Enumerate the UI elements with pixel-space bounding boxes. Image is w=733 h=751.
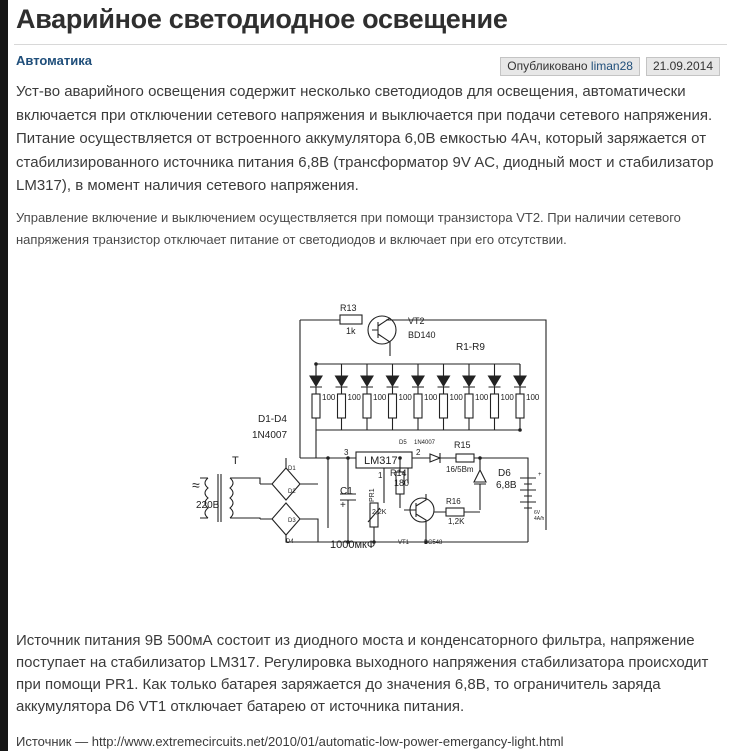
paragraph-intro: Уст-во аварийного освещения содержит несколько светодиодов для освещения, автоматически включается при отключении сетевого напряжения и выключается при подачи сетевого напряжения. Питание осуществляется от встроенного аккумулятора 6,0В емкостью 4Ач, который заряжается от стабилизированного источника питания 6,8В (трансформатор 9V AC, диодный мост и стабилизатор LM317), в момент наличия сетевого напряжения.	[16, 83, 714, 194]
paragraph-power-supply: Источник питания 9В 500мА состоит из диодного моста и конденсаторного фильтра, напряжение поступает на стабилизатор LM317. Регулировка выходного напряжения стабилизатора происходит при помощи PR1. Как только батарея заряжается до значения 6,8В, то ограничитель заряда аккумулятора D6 VT1 отключает батарею от источника питания.	[16, 632, 709, 715]
label-pr1: PR1	[369, 488, 376, 502]
label-battery-plus: +	[538, 472, 542, 478]
author-link[interactable]: liman28	[590, 59, 633, 73]
resistor-value-label: 100	[475, 393, 489, 402]
label-r13-value: 1k	[346, 326, 356, 336]
label-c1: C1	[340, 486, 353, 497]
label-t: T	[232, 455, 239, 467]
label-d5-type: 1N4007	[414, 440, 436, 446]
label-r14-value: 180	[394, 478, 410, 488]
label-vt1-type: BC548	[424, 540, 443, 546]
resistor-value-label: 100	[526, 393, 540, 402]
resistor-value-label: 100	[398, 393, 412, 402]
label-d1: D1	[288, 466, 296, 472]
label-battery-capacity: 4A/h	[534, 516, 545, 522]
label-d3: D3	[288, 518, 296, 524]
label-c1-value: 1000мкФ	[330, 539, 376, 551]
label-d4: D4	[286, 539, 294, 545]
label-pin2: 2	[416, 448, 421, 457]
label-r13: R13	[340, 303, 357, 313]
resistor-value-label: 100	[500, 393, 514, 402]
led-resistor-branch	[463, 364, 475, 430]
resistor-value-label: 100	[373, 393, 387, 402]
led-resistor-branch	[387, 364, 399, 430]
label-battery-voltage: 6V	[534, 510, 541, 516]
led-resistor-branch	[489, 364, 501, 430]
label-pin1: 1	[378, 471, 383, 480]
article-title: Аварийное светодиодное освещение	[16, 4, 508, 34]
source-link[interactable]: http://www.extremecircuits.net/2010/01/automatic-low-power-emergancy-light.html	[91, 734, 564, 749]
date-badge: 21.09.2014	[646, 57, 720, 76]
label-mains: 220В	[196, 500, 220, 511]
label-r15-value: 16/5Bm	[446, 465, 474, 474]
left-border-bar	[0, 0, 8, 751]
resistor-value-label: 100	[424, 393, 438, 402]
label-vt2: VT2	[408, 316, 425, 326]
source-label: Источник —	[16, 734, 89, 749]
published-badge	[500, 57, 640, 76]
label-d1d4-type: 1N4007	[252, 430, 288, 441]
article-meta	[500, 57, 720, 76]
paragraph-control: Управление включение и выключением осуществляется при помощи транзистора VT2. При наличии сетевого напряжения транзистор отключает питание от светодиодов и включает при его отсутствии.	[16, 210, 681, 247]
label-r15: R15	[454, 440, 471, 450]
led-resistor-branch	[361, 364, 373, 430]
label-c1-plus: +	[340, 500, 346, 511]
resistor-value-label: 100	[449, 393, 463, 402]
resistor-value-label: 100	[322, 393, 336, 402]
svg-text:≈: ≈	[192, 477, 200, 493]
source-line	[16, 734, 564, 749]
label-r16-value: 1,2K	[448, 517, 465, 526]
label-vt2-type: BD140	[408, 330, 436, 340]
led-resistor-branch	[412, 364, 424, 430]
category-link[interactable]: Автоматика	[16, 53, 92, 68]
label-d6: D6	[498, 468, 511, 479]
label-d5: D5	[399, 440, 407, 446]
published-label: Опубликовано	[507, 59, 588, 73]
resistor-value-label: 100	[347, 393, 361, 402]
label-pin3: 3	[344, 448, 349, 457]
label-d6-value: 6,8В	[496, 480, 517, 491]
label-r1r9: R1-R9	[456, 342, 485, 353]
label-r14: R14	[390, 468, 407, 478]
label-d1d4: D1-D4	[258, 414, 287, 425]
led-resistor-branch	[310, 364, 322, 430]
led-resistor-branch	[336, 364, 348, 430]
led-resistor-branch	[438, 364, 450, 430]
title-divider	[14, 44, 727, 45]
label-d2: D2	[288, 489, 296, 495]
label-vt1: VT1	[398, 540, 410, 546]
label-r16: R16	[446, 497, 461, 506]
label-pr1-value: 2,2K	[372, 509, 387, 516]
led-resistor-branch	[514, 364, 526, 430]
label-lm317: LM317	[364, 455, 398, 467]
circuit-schematic	[168, 298, 550, 563]
